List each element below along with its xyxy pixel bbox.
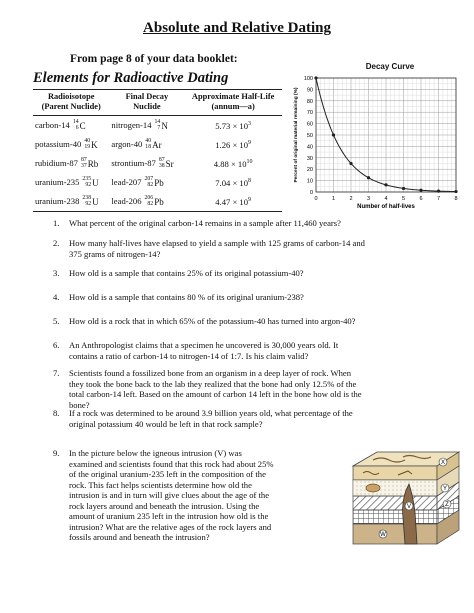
y-tick-label: 20 (306, 167, 313, 174)
atomic-number: 92 (85, 181, 92, 188)
table-header-2 (184, 90, 282, 116)
elements-heading: Elements for Radioactive Dating (33, 70, 229, 86)
table-row (33, 173, 282, 192)
y-axis-label: Percent of original material remaining (%) (294, 87, 299, 183)
layer-grid (353, 510, 437, 524)
mass-number: 14 (72, 118, 79, 125)
nuclide-symbol (155, 120, 168, 132)
atomic-number: 38 (158, 162, 165, 169)
daughter-name: lead-206 (111, 195, 142, 206)
question-line: 375 grams of nitrogen-14? (69, 248, 161, 259)
y-tick-label: 10 (306, 178, 313, 185)
label-w: W (380, 532, 386, 538)
mass-number: 87 (158, 156, 165, 163)
page-title: Absolute and Relative Dating (143, 20, 331, 36)
x-tick-label: 5 (401, 196, 406, 202)
question-line: If a rock was determined to be around 3.9 billion years old, what percentage of the (69, 408, 353, 418)
parent-name: potassium-40 (35, 138, 82, 149)
question-line: rock layers around and beneath the intrusion. Using the (69, 500, 260, 511)
y-tick-label: 60 (306, 121, 313, 128)
question-line: How old is a sample that contains 80 % of its original uranium-238? (69, 292, 304, 302)
table-header-1 (109, 90, 184, 116)
data-point (402, 187, 405, 190)
y-tick-label: 80 (306, 98, 313, 105)
atomic-number: 18 (145, 143, 152, 150)
x-tick-label: 8 (454, 196, 458, 202)
element-symbol: U (92, 177, 99, 188)
nuclide-symbol (145, 196, 164, 208)
question-number: 2. (53, 238, 60, 248)
half-life-exponent: 8 (248, 177, 252, 184)
fossil-icon (366, 484, 380, 492)
y-tick-label: 0 (309, 190, 313, 196)
nuclide-symbol (84, 139, 97, 151)
nuclide-symbol (81, 158, 98, 170)
atomic-number: 19 (84, 143, 91, 150)
data-point (367, 176, 370, 179)
decay-curve-chart (286, 70, 466, 220)
data-point (384, 183, 387, 186)
question-line: How old is a sample that contains 25% of its original potassium-40? (69, 268, 304, 278)
nuclide-symbol (145, 177, 164, 189)
half-life-coef: 7.04 × 10 (215, 177, 249, 188)
daughter-name: lead-207 (111, 176, 142, 187)
half-life-cell (184, 154, 282, 173)
layer-x (353, 466, 437, 480)
atomic-number: 6 (75, 124, 79, 131)
question-line: fossils around and beneath the intrusion? (69, 532, 210, 542)
question-number: 1. (53, 218, 60, 228)
decay-curve-title: Decay Curve (365, 62, 415, 71)
parent-name: uranium-238 (35, 195, 80, 206)
nuclide-symbol (159, 158, 174, 170)
x-tick-label: 4 (384, 196, 388, 202)
question-line: amount of uranium 235 left in the intrusion how old is the (69, 511, 269, 521)
header-line: (Parent Nuclide) (41, 102, 101, 111)
question-line: An Anthropologist claims that a specimen he uncovered is 30,000 years old. It (69, 340, 339, 350)
question-line: original potassium 40 would be left in that rock sample? (69, 418, 263, 429)
nuclide-symbol (82, 196, 98, 208)
atomic-number: 37 (80, 162, 87, 169)
mass-number: 87 (80, 156, 87, 163)
element-symbol: Pb (154, 177, 164, 188)
parent-name: rubidium-87 (35, 157, 78, 168)
layer-hatched (353, 496, 437, 510)
y-tick-label: 30 (306, 155, 313, 162)
element-symbol: K (91, 139, 98, 150)
table-row (33, 116, 282, 136)
table-header-row (33, 90, 282, 116)
rock-layers-figure (343, 448, 461, 548)
half-life-exponent: 9 (248, 139, 252, 146)
table-row (33, 192, 282, 212)
half-life-coef: 4.47 × 10 (215, 196, 249, 207)
half-life-exponent: 3 (248, 120, 252, 127)
label-z: Z (445, 502, 449, 508)
question-number: 9. (53, 448, 60, 458)
question-line: bone? (69, 399, 90, 410)
header-line: Final Decay (125, 92, 169, 101)
half-life-cell (184, 135, 282, 154)
subtitle: From page 8 of your data booklet: (70, 53, 238, 65)
element-symbol: N (161, 120, 168, 131)
half-life-exponent: 10 (246, 158, 253, 165)
header-line: (annum—a) (211, 102, 255, 111)
question-line: total carbon-14 left. Based on the amount of carbon 14 left in the bone how old is the (69, 389, 362, 399)
question-number: 5. (53, 316, 60, 326)
mass-number: 40 (84, 137, 91, 144)
daughter-cell (109, 154, 184, 173)
daughter-cell (109, 173, 184, 192)
nuclide-symbol (82, 177, 98, 189)
question-line: intrusion is and in turn will give clues about the age of the (69, 490, 270, 500)
y-tick-label: 70 (306, 110, 313, 117)
table-row (33, 135, 282, 154)
half-life-cell (184, 116, 282, 136)
parent-cell (33, 116, 109, 136)
question-line: contains a ratio of carbon-14 to nitrogen-14 of 1:7. Is his claim valid? (69, 350, 309, 361)
nuclide-symbol (73, 120, 86, 132)
half-life-coef: 5.73 × 10 (215, 120, 249, 131)
table-header-0 (33, 90, 109, 116)
header-line: Radioisotope (47, 92, 95, 101)
daughter-name: strontium-87 (111, 157, 156, 168)
x-tick-label: 1 (331, 196, 336, 202)
question-number: 8. (53, 408, 60, 418)
mass-number: 206 (144, 194, 154, 201)
element-symbol: Sr (165, 158, 174, 169)
daughter-cell (109, 135, 184, 154)
element-symbol: U (92, 196, 99, 207)
question-line: How many half-lives have elapsed to yield a sample with 125 grams of carbon-14 and (69, 238, 365, 248)
label-v: V (406, 504, 412, 510)
x-tick-label: 7 (436, 196, 441, 202)
y-tick-label: 50 (306, 133, 313, 139)
x-tick-label: 3 (366, 196, 371, 202)
mass-number: 207 (144, 175, 154, 182)
question-line: rock. This fact helps scientists determine how old the (69, 479, 252, 490)
radioisotope-table (33, 89, 282, 212)
question-line: What percent of the original carbon-14 remains in a sample after 11,460 years? (69, 218, 341, 228)
atomic-number: 82 (147, 200, 154, 207)
layer-bottom (353, 524, 437, 544)
half-life-coef: 1.26 × 10 (215, 139, 249, 150)
half-life-exponent: 9 (248, 196, 252, 203)
mass-number: 235 (82, 175, 92, 182)
question-line: intrusion? What are the relative ages of the rock layers and (69, 521, 272, 532)
y-tick-label: 100 (303, 76, 313, 82)
element-symbol: Rb (87, 158, 99, 169)
question-line: Scientists found a fossilized bone from an organism in a deep layer of rock. When (69, 368, 352, 378)
mass-number: 238 (82, 194, 92, 201)
parent-cell (33, 135, 109, 154)
element-symbol: Ar (152, 139, 162, 150)
half-life-cell (184, 192, 282, 212)
question-number: 3. (53, 268, 60, 278)
half-life-coef: 4.88 × 10 (213, 158, 247, 169)
element-symbol: C (79, 120, 86, 131)
mass-number: 40 (145, 137, 152, 144)
y-tick-label: 40 (306, 144, 313, 151)
x-tick-label: 0 (314, 196, 318, 202)
label-y: Y (442, 486, 448, 492)
parent-cell (33, 192, 109, 212)
mass-number: 14 (154, 118, 161, 125)
parent-name: carbon-14 (35, 119, 70, 130)
question-number: 7. (53, 368, 60, 378)
element-symbol: Pb (154, 196, 164, 207)
data-point (419, 189, 422, 192)
question-line: How old is a rock that in which 65% of the potassium-40 has turned into argon-40? (69, 316, 356, 326)
data-point (332, 133, 335, 136)
question-line: examined and scientists found that this rock had about 25% (69, 458, 274, 469)
header-line: Approximate Half-Life (191, 92, 275, 101)
question-number: 4. (53, 292, 60, 302)
table-row (33, 154, 282, 173)
header-line: Nuclide (133, 102, 161, 111)
atomic-number: 7 (157, 124, 161, 131)
atomic-number: 82 (147, 181, 154, 188)
daughter-name: nitrogen-14 (111, 119, 152, 130)
x-tick-label: 2 (349, 196, 353, 202)
y-tick-label: 90 (306, 87, 313, 94)
x-tick-label: 6 (419, 196, 423, 202)
parent-cell (33, 154, 109, 173)
daughter-cell (109, 192, 184, 212)
question-line: of the original uranium-235 left in the composition of the (69, 469, 266, 479)
daughter-cell (109, 116, 184, 136)
half-life-cell (184, 173, 282, 192)
parent-cell (33, 173, 109, 192)
data-point (349, 162, 352, 165)
x-axis-label: Number of half-lives (357, 204, 415, 210)
nuclide-symbol (145, 139, 161, 151)
data-point (314, 76, 317, 79)
question-line: they took the bone back to the lab they realized that the bone had only 12.5% of the (69, 378, 357, 389)
atomic-number: 92 (85, 200, 92, 207)
daughter-name: argon-40 (111, 138, 143, 149)
question-line: In the picture below the igneous intrusion (V) was (69, 448, 242, 458)
data-point (437, 190, 440, 193)
data-point (454, 190, 457, 193)
question-number: 6. (53, 340, 60, 350)
parent-name: uranium-235 (35, 176, 80, 187)
label-x: X (440, 460, 446, 466)
